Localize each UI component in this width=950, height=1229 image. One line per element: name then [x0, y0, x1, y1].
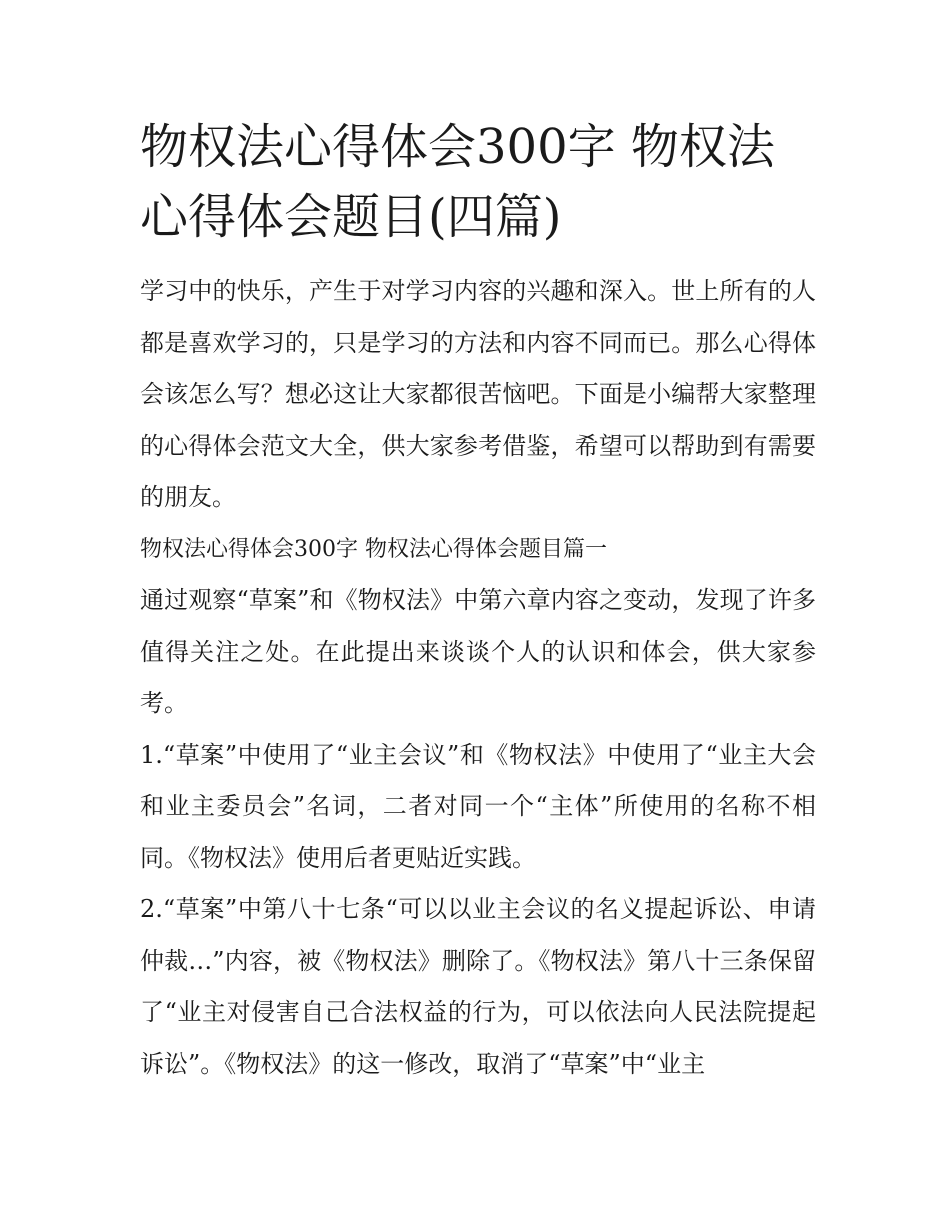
body-paragraph-2: 1.“草案”中使用了“业主会议”和《物权法》中使用了“业主大会和业主委员会”名词，二者对同一个“主体”所使用的名称不相同。《物权法》使用后者更贴近实践。 [140, 740, 816, 872]
body-paragraph-1: 通过观察“草案”和《物权法》中第六章内容之变动，发现了许多值得关注之处。在此提出来谈谈个人的认识和体会，供大家参考。 [140, 586, 816, 717]
document-page [140, 112, 816, 1090]
document-title: 物权法心得体会300字 物权法心得体会题目(四篇) [140, 119, 775, 245]
section-heading: 物权法心得体会300字 物权法心得体会题目篇一 [140, 536, 607, 562]
intro-paragraph: 学习中的快乐，产生于对学习内容的兴趣和深入。世上所有的人都是喜欢学习的，只是学习的方法和内容不同而已。那么心得体会该怎么写？想必这让大家都很苦恼吧。下面是小编帮大家整理的心得体会范文大全，供大家参考借鉴，希望可以帮助到有需要的朋友。 [140, 277, 816, 511]
body-paragraph-3: 2.“草案”中第八十七条“可以以业主会议的名义提起诉讼、申请仲裁…”内容，被《物权法》删除了。《物权法》第八十三条保留了“业主对侵害自己合法权益的行为，可以依法向人民法院提起诉讼”。《物权法》的这一修改，取消了“草案”中“业主 [140, 895, 816, 1078]
